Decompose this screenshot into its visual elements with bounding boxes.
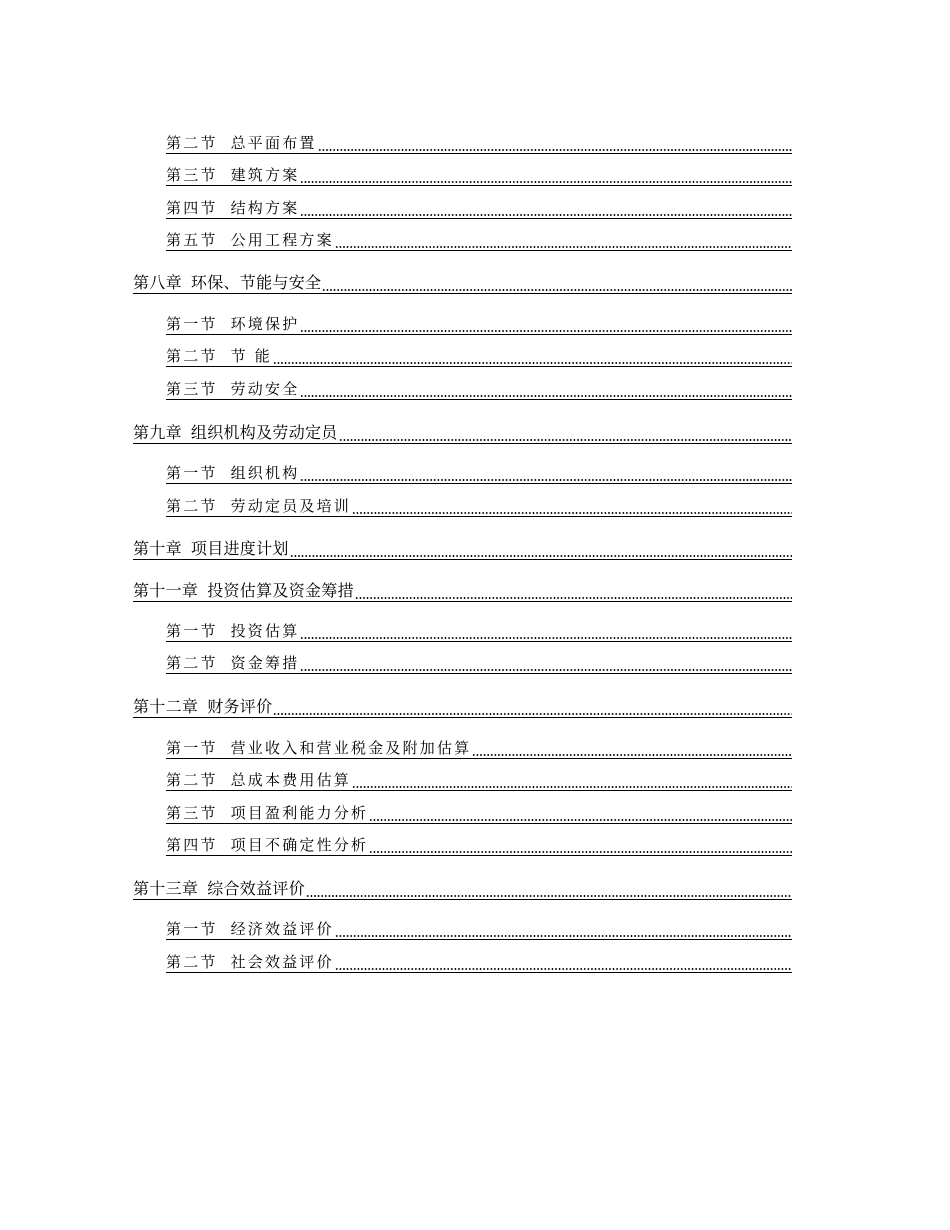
dot-leader bbox=[290, 555, 792, 557]
toc-entry[interactable] bbox=[166, 834, 792, 856]
toc-entry[interactable] bbox=[133, 421, 792, 444]
dot-leader bbox=[300, 669, 792, 671]
toc-entry-title: 环境保护 bbox=[230, 315, 300, 333]
toc-entry[interactable] bbox=[166, 495, 792, 517]
toc-entry-label bbox=[166, 652, 299, 673]
toc-entry-title: 劳动定员及培训 bbox=[230, 497, 352, 515]
dot-leader bbox=[335, 246, 792, 248]
toc-entry[interactable] bbox=[166, 345, 792, 367]
toc-entry-label bbox=[166, 132, 317, 153]
toc-entry-label bbox=[166, 345, 272, 366]
toc-entry-title: 建筑方案 bbox=[230, 166, 300, 184]
toc-entry-title: 节 能 bbox=[230, 347, 272, 365]
toc-entry-number: 第二节 bbox=[166, 771, 218, 789]
toc-entry-label bbox=[133, 695, 272, 717]
toc-entry-label bbox=[166, 197, 299, 218]
toc-entry-label bbox=[166, 620, 299, 641]
toc-entry-number: 第二节 bbox=[166, 654, 218, 672]
toc-entry-title: 项目盈利能力分析 bbox=[230, 804, 369, 822]
dot-leader bbox=[300, 637, 792, 639]
dot-leader bbox=[472, 754, 792, 756]
toc-entry-number: 第八章 bbox=[133, 273, 182, 292]
toc-entry-title: 项目不确定性分析 bbox=[230, 836, 369, 854]
toc-entry[interactable] bbox=[133, 537, 792, 560]
dot-leader bbox=[339, 439, 792, 441]
toc-entry-label bbox=[166, 462, 299, 483]
toc-entry-title: 投资估算及资金筹措 bbox=[207, 581, 354, 600]
toc-entry-title: 组织机构及劳动定员 bbox=[190, 423, 338, 442]
dot-leader bbox=[300, 395, 792, 397]
dot-leader bbox=[352, 512, 792, 514]
toc-entry-number: 第二节 bbox=[166, 953, 218, 971]
dot-leader bbox=[273, 713, 792, 715]
toc-entry[interactable] bbox=[166, 951, 792, 973]
toc-entry[interactable] bbox=[166, 378, 792, 400]
toc-entry-title: 环保、节能与安全 bbox=[190, 273, 322, 292]
toc-entry-title: 劳动安全 bbox=[230, 380, 300, 398]
toc-entry-number: 第一节 bbox=[166, 315, 218, 333]
toc-entry-label bbox=[166, 802, 368, 823]
dot-leader bbox=[306, 895, 792, 897]
toc-entry-number: 第二节 bbox=[166, 134, 218, 152]
dot-leader bbox=[300, 214, 792, 216]
toc-entry-label bbox=[166, 378, 299, 399]
toc-entry-number: 第二节 bbox=[166, 497, 218, 515]
dot-leader bbox=[322, 289, 792, 291]
toc-entry-number: 第三节 bbox=[166, 804, 218, 822]
toc-entry-number: 第二节 bbox=[166, 347, 218, 365]
dot-leader bbox=[318, 149, 792, 151]
toc-entry-label bbox=[166, 769, 351, 790]
toc-entry-number: 第一节 bbox=[166, 622, 218, 640]
toc-entry-number: 第十三章 bbox=[133, 879, 199, 898]
toc-entry[interactable] bbox=[133, 579, 792, 602]
toc-entry-number: 第一节 bbox=[166, 920, 218, 938]
toc-entry-label bbox=[166, 164, 299, 185]
dot-leader bbox=[335, 935, 792, 937]
toc-entry-title: 投资估算 bbox=[230, 622, 300, 640]
toc-entry[interactable] bbox=[166, 197, 792, 219]
toc-entry[interactable] bbox=[133, 877, 792, 900]
toc-entry-title: 资金筹措 bbox=[230, 654, 300, 672]
toc-entry-number: 第十一章 bbox=[133, 581, 199, 600]
dot-leader bbox=[369, 851, 792, 853]
toc-entry-title: 总成本费用估算 bbox=[230, 771, 352, 789]
toc-entry-number: 第一节 bbox=[166, 464, 218, 482]
toc-entry[interactable] bbox=[133, 695, 792, 718]
toc-entry-label bbox=[166, 737, 471, 758]
dot-leader bbox=[335, 968, 792, 970]
toc-entry-label bbox=[166, 834, 368, 855]
toc-entry-title: 项目进度计划 bbox=[190, 539, 289, 558]
toc-entry-title: 营业收入和营业税金及附加估算 bbox=[230, 739, 472, 757]
toc-entry-label bbox=[133, 271, 321, 293]
toc-entry-label bbox=[166, 495, 351, 516]
dot-leader bbox=[352, 786, 792, 788]
toc-entry[interactable] bbox=[166, 132, 792, 154]
toc-entry-label bbox=[166, 951, 334, 972]
toc-entry-label bbox=[133, 579, 354, 601]
toc-entry-number: 第一节 bbox=[166, 739, 218, 757]
toc-entry[interactable] bbox=[166, 620, 792, 642]
toc-entry[interactable] bbox=[166, 462, 792, 484]
toc-entry[interactable] bbox=[166, 229, 792, 251]
toc-entry-label bbox=[133, 421, 338, 443]
toc-entry-title: 总平面布置 bbox=[230, 134, 317, 152]
toc-entry-number: 第十章 bbox=[133, 539, 182, 558]
toc-entry[interactable] bbox=[166, 802, 792, 824]
toc-entry[interactable] bbox=[133, 271, 792, 294]
toc-entry[interactable] bbox=[166, 313, 792, 335]
toc-entry-title: 公用工程方案 bbox=[230, 231, 334, 249]
toc-entry-label bbox=[166, 229, 334, 250]
dot-leader bbox=[300, 479, 792, 481]
toc-entry[interactable] bbox=[166, 769, 792, 791]
toc-entry-number: 第四节 bbox=[166, 836, 218, 854]
toc-entry-number: 第五节 bbox=[166, 231, 218, 249]
toc-entry[interactable] bbox=[166, 164, 792, 186]
toc-entry-title: 社会效益评价 bbox=[230, 953, 334, 971]
toc-entry-label bbox=[166, 918, 334, 939]
toc-entry-label bbox=[133, 537, 289, 559]
toc-entry-title: 组织机构 bbox=[230, 464, 300, 482]
toc-entry-number: 第九章 bbox=[133, 423, 182, 442]
dot-leader bbox=[369, 819, 792, 821]
dot-leader bbox=[300, 181, 792, 183]
toc-entry-number: 第三节 bbox=[166, 380, 218, 398]
toc-entry-title: 经济效益评价 bbox=[230, 920, 334, 938]
dot-leader bbox=[355, 597, 792, 599]
toc-entry[interactable] bbox=[166, 737, 792, 759]
toc-entry-label bbox=[166, 313, 299, 334]
toc-entry-label bbox=[133, 877, 305, 899]
toc-entry-title: 结构方案 bbox=[230, 199, 300, 217]
toc-entry[interactable] bbox=[166, 918, 792, 940]
dot-leader bbox=[300, 330, 792, 332]
toc-entry-title: 综合效益评价 bbox=[207, 879, 306, 898]
dot-leader bbox=[273, 362, 792, 364]
toc-entry-number: 第四节 bbox=[166, 199, 218, 217]
toc-entry-number: 第十二章 bbox=[133, 697, 199, 716]
toc-entry-number: 第三节 bbox=[166, 166, 218, 184]
toc-entry[interactable] bbox=[166, 652, 792, 674]
toc-entry-title: 财务评价 bbox=[207, 697, 273, 716]
